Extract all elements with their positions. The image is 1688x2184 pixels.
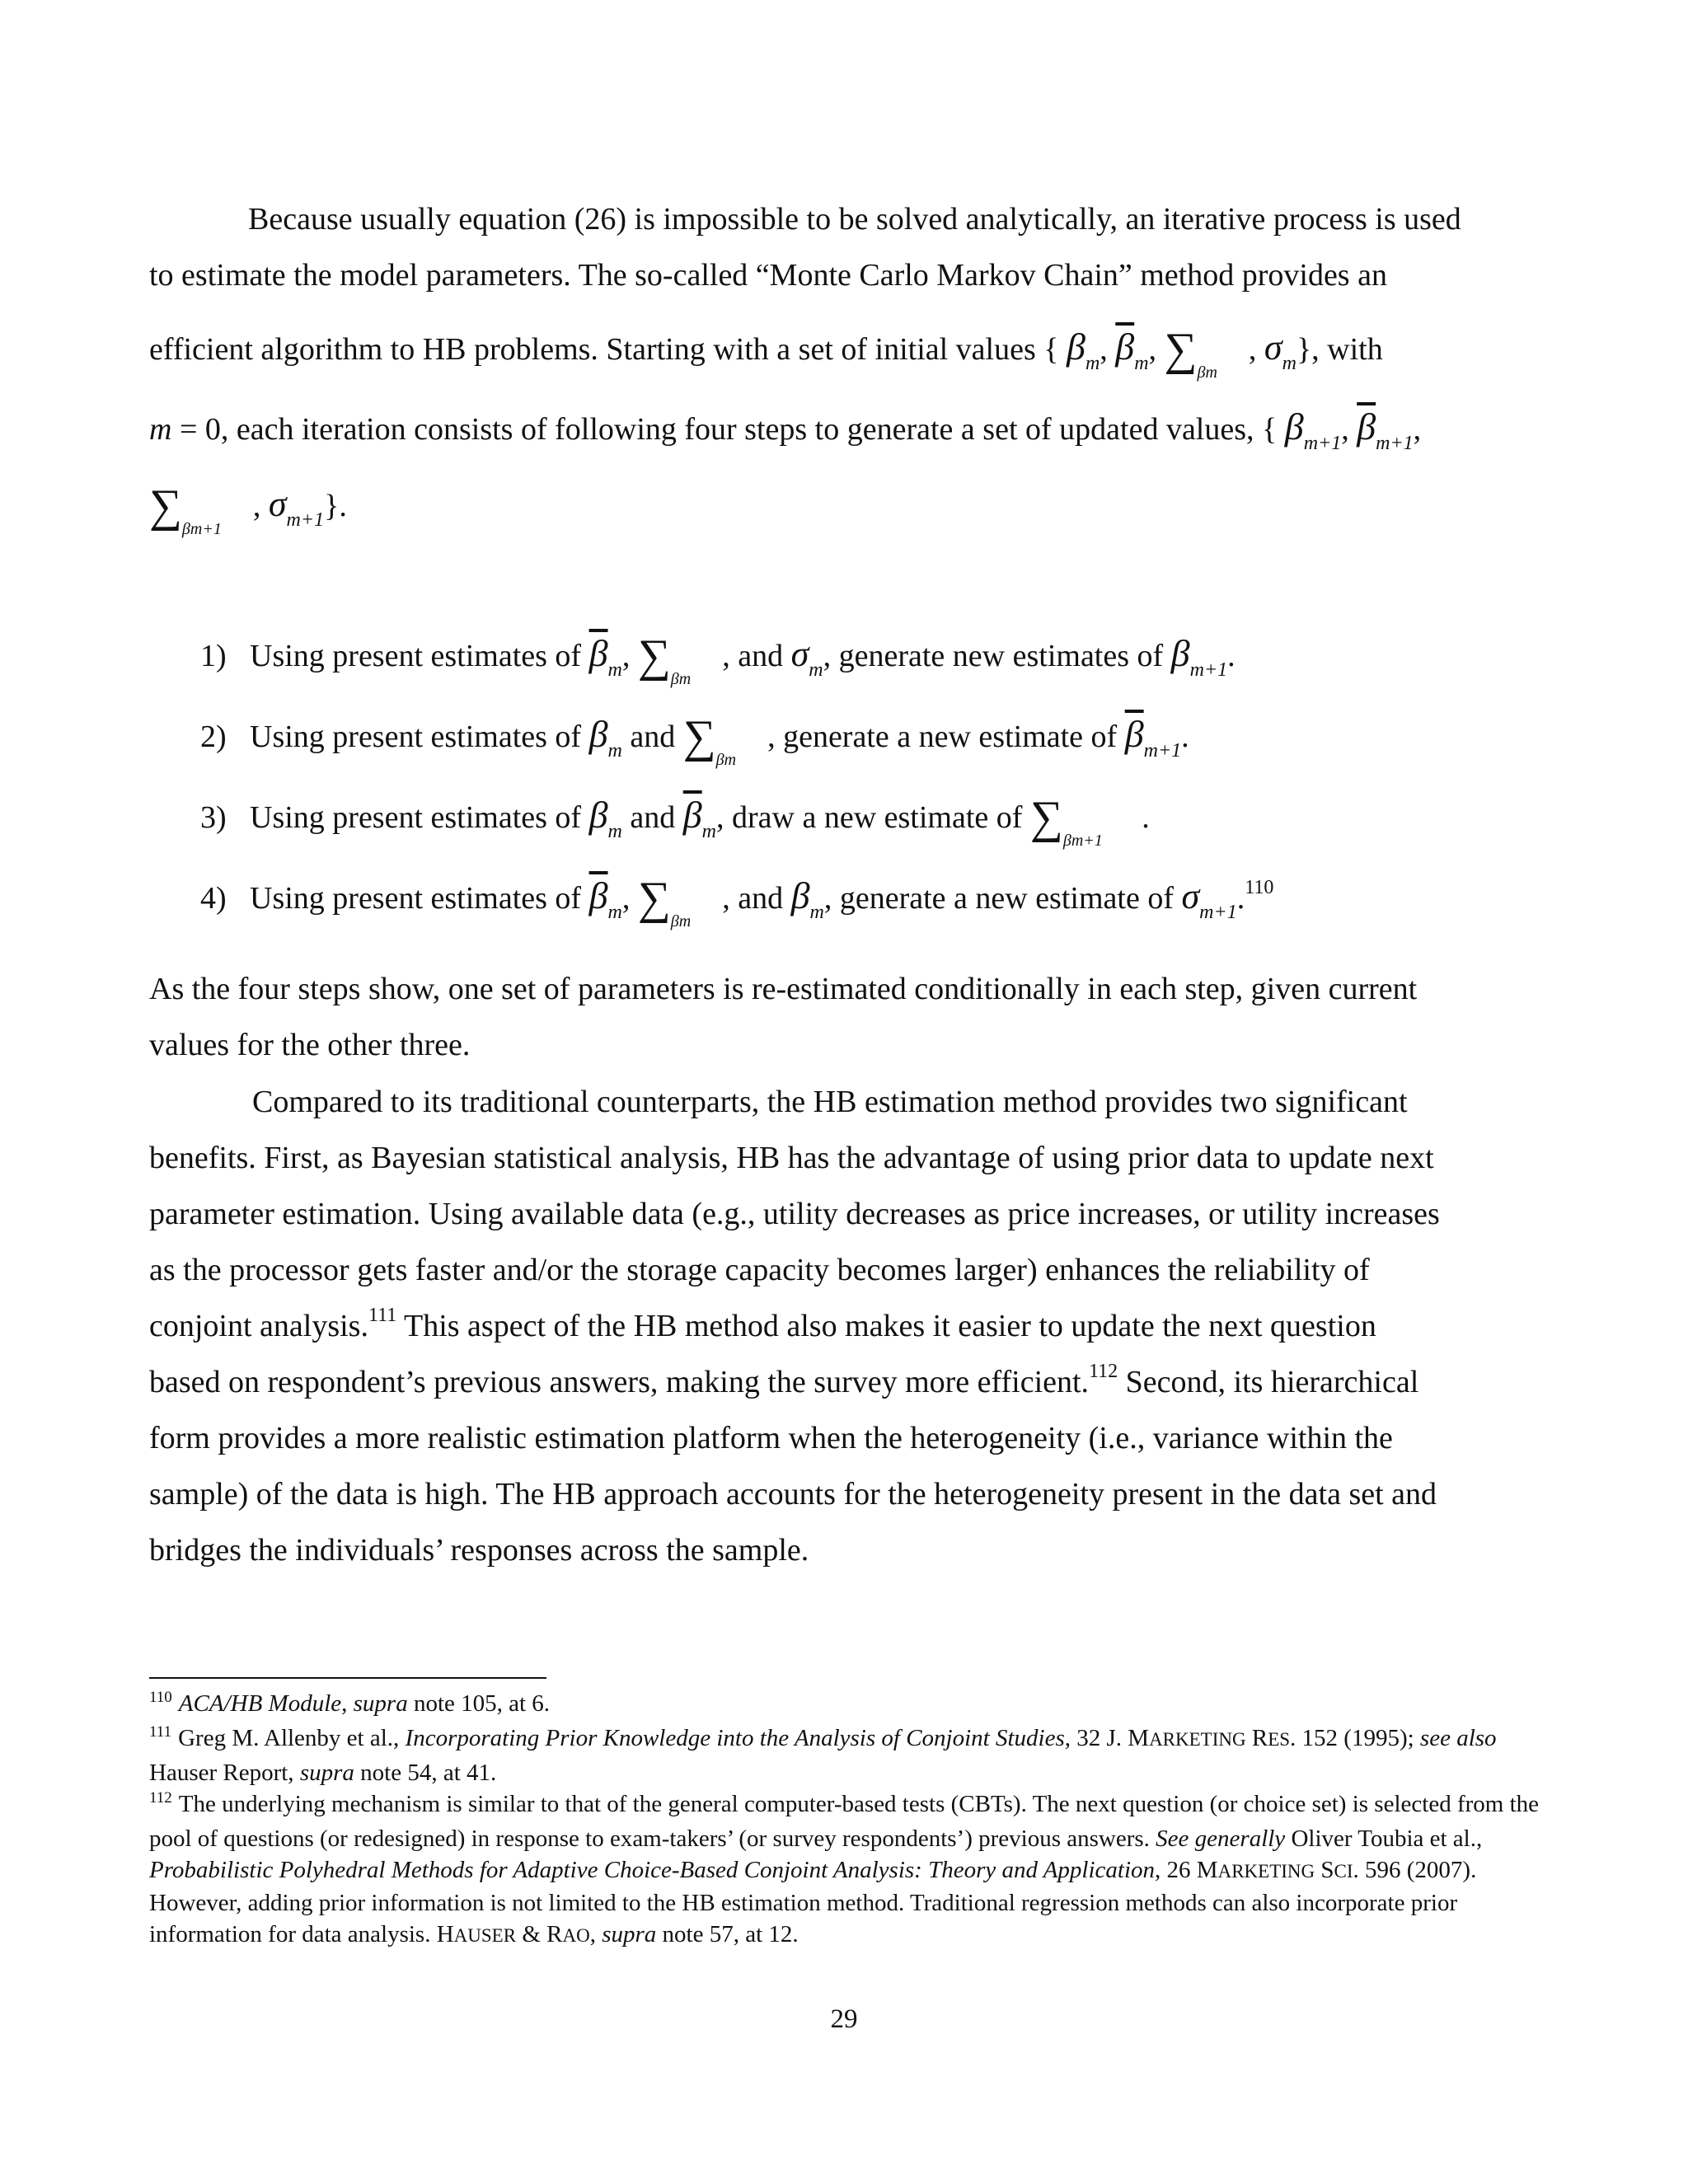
footnote-separator — [149, 1677, 546, 1679]
footnote-ref-111[interactable]: 111 — [368, 1305, 397, 1326]
sigma-sum-symbol: ∑ — [1164, 324, 1198, 375]
paragraph-1-line-1: Because usually equation (26) is impossible to be solved analytically, an iterative process is used — [248, 202, 1461, 237]
step-3: 3) Using present estimates of $\beta_m$ and $\overline{\beta}_m$, draw a new estimate of $\sum_{\beta m+1}$ . — [200, 792, 1150, 850]
paragraph-3: Compared to its traditional counterparts, the HB estimation method provides two significant benefits. First, as Bayesian statistical analysis, HB has the advantage of using prior data to update next parameter estimation. Using available data (e.g., utility decreases as price increases, or utility increases as the processor gets faster and/or the storage capacity becomes larger) enhances the reliability of conjoint analysis.$^{111}$ This aspect of the HB method also makes it easier to update the next question based on respondent’s previous answers, making the survey more efficient.$^{112}$ Second, its hierarchical form provides a more realistic estimation platform when the heterogeneity (i.e., variance within the sample) of the data is high. The HB approach accounts for the heterogeneity present in the data set and bridges the individuals’ responses across the sample. — [149, 1074, 1542, 1578]
footnote-111: $^{111}$ Greg M. Allenby et al., Incorporating Prior Knowledge into the Analysis of Conjoint Studies, 32 J. MARKETING RES. 152 (1995); see also Hauser Report, supra note 54, at 41. — [149, 1723, 1497, 1786]
step-4: 4) Using present estimates of $\overline{\beta}_m$, $\sum_{\beta m}$ , and $\beta_m$, generate a new estimate of $\sigma_{m+1}.^{110}$ — [200, 873, 1274, 930]
paragraph-3-line-6: based on respondent’s previous answers, making the survey more efficient.$^{112}$ Second, its hierarchical — [149, 1361, 1419, 1399]
paragraph-1-line-2: to estimate the model parameters. The so-called “Monte Carlo Markov Chain” method provides an — [149, 258, 1387, 293]
beta-bar-symbol: $\overline{\beta}$ — [1115, 326, 1135, 368]
paragraph-1-line-3: efficient algorithm to HB problems. Starting with a set of initial values { $\beta_m$, $\overline{\beta}_m$, $\sum_{\beta m}$ , $\sigma_m$}, with — [149, 324, 1383, 382]
footnote-ref-110[interactable]: 110 — [1245, 877, 1274, 898]
paragraph-2: As the four steps show, one set of parameters is re-estimated conditionally in each step, given current values for the other three. — [149, 972, 1418, 1062]
paragraph-3-line-5: conjoint analysis.$^{111}$ This aspect of the HB method also makes it easier to update the next question — [149, 1305, 1376, 1343]
footnote-ref-112[interactable]: 112 — [1089, 1361, 1118, 1382]
step-2: 2) Using present estimates of $\beta_m$ and $\sum_{\beta m}$ , generate a new estimate of $\overline{\beta}_{m+1}$. — [200, 711, 1189, 769]
paragraph-1-line-4: m = 0, each iteration consists of following four steps to generate a set of updated values, { $\beta_{m+1}$, $\overline{\beta}_{m+1}$, — [149, 405, 1422, 454]
paragraph-1-line-5: $\sum_{\beta m+1}$ , $\sigma_{m+1}$}. — [149, 480, 347, 538]
beta-symbol: β — [1067, 326, 1085, 368]
paragraph-1 — [149, 191, 1542, 538]
footnote-110: $^{110}$ ACA/HB Module, supra note 105, at 6. — [149, 1689, 551, 1717]
sigma-symbol: σ — [1264, 327, 1282, 368]
page-number: 29 — [830, 2004, 858, 2034]
step-1: 1) Using present estimates of $\overline{\beta}_m$, $\sum_{\beta m}$ , and $\sigma_m$, generate new estimates of $\beta_{m+1}$. — [200, 630, 1236, 688]
footnotes — [149, 1688, 1550, 1952]
footnote-112: $^{112}$ The underlying mechanism is similar to that of the general computer-based tests (CBTs). The next question (or choice set) is selected from the pool of questions (or redesigned) in response to exam-takers’ (or survey respondents’) previous answers. See generally Oliver Toubia et al., Probabilistic Polyhedral Methods for Adaptive Choice-Based Conjoint Analysis: Theory and Application, 26 MARKETING SCI. 596 (2007). However, adding prior information is not limited to the HB estimation method. Traditional regression methods can also incorporate prior information for data analysis. HAUSER & RAO, supra note 57, at 12. — [149, 1789, 1539, 1947]
